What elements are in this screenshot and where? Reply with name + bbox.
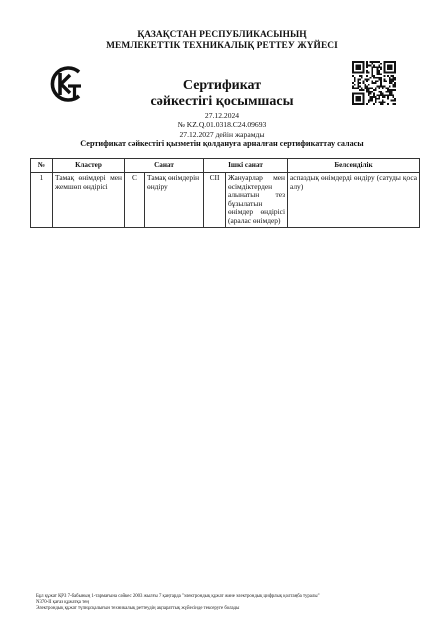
title-line-2: сәйкестігі қосымшасы [150, 94, 294, 109]
header-subcategory: Ішкі санат [204, 159, 288, 173]
row-cluster: Тамақ өнімдері мен жемшөп өндірісі [53, 172, 125, 228]
row-subcategory: Жануарлар мен өсімдіктерден алынатын тез бұзылатын өнімдер өндірісі (аралас өнімдер) [226, 172, 288, 228]
footer-line-2: N370-II қағаз құжатқа тең [36, 600, 89, 605]
row-category: Тамақ өнімдерін өндіру [145, 172, 204, 228]
footer-line-3: Электрондық құжат түпнұсқалығын техникалық реттеудің ақпараттық жүйесінде тексеруге болады [36, 606, 240, 611]
row-num: 1 [31, 172, 53, 228]
document-footer [36, 594, 416, 612]
certificate-meta [110, 111, 334, 139]
document-header [0, 30, 444, 52]
certification-scope-heading: Сертификат сәйкестігі қызметін қолдануға арналған сертификаттау саласы [80, 139, 364, 148]
header-category: Санат [125, 159, 204, 173]
kz-conformity-mark-icon [46, 64, 86, 104]
issue-date: 27.12.2024 [204, 111, 240, 120]
valid-until: 27.12.2027 дейін жарамды [179, 129, 265, 139]
qr-code-icon[interactable] [352, 61, 396, 105]
row-subcategory-code: CII [204, 172, 226, 228]
title-line-1: Сертификат [182, 78, 262, 93]
footer-line-1: Бұл құжат ҚРЗ 7-бабының 1-тармағына сәйкес 2003 жылғы 7 қаңтарда "электрондық құжат және электрондық цифрлық қолтаңба туралы" [36, 594, 320, 599]
table-header-row [31, 159, 420, 173]
header-activity: Белсенділік [288, 159, 420, 173]
header-line-2: МЕМЛЕКЕТТІК ТЕХНИКАЛЫҚ РЕТТЕУ ЖҮЙЕСІ [106, 41, 338, 51]
certificate-number: № KZ.Q.01.0318.C24.09693 [177, 120, 267, 130]
header-num: № [31, 159, 53, 173]
header-cluster: Кластер [53, 159, 125, 173]
table-row [31, 172, 420, 228]
row-category-code: C [125, 172, 145, 228]
header-line-1: ҚАЗАҚСТАН РЕСПУБЛИКАСЫНЫҢ [137, 30, 307, 40]
row-activity: аспаздық өнімдерді өндіру (сатуды қоса алу) [288, 172, 420, 228]
certificate-title [110, 78, 334, 110]
scope-table [30, 158, 420, 228]
